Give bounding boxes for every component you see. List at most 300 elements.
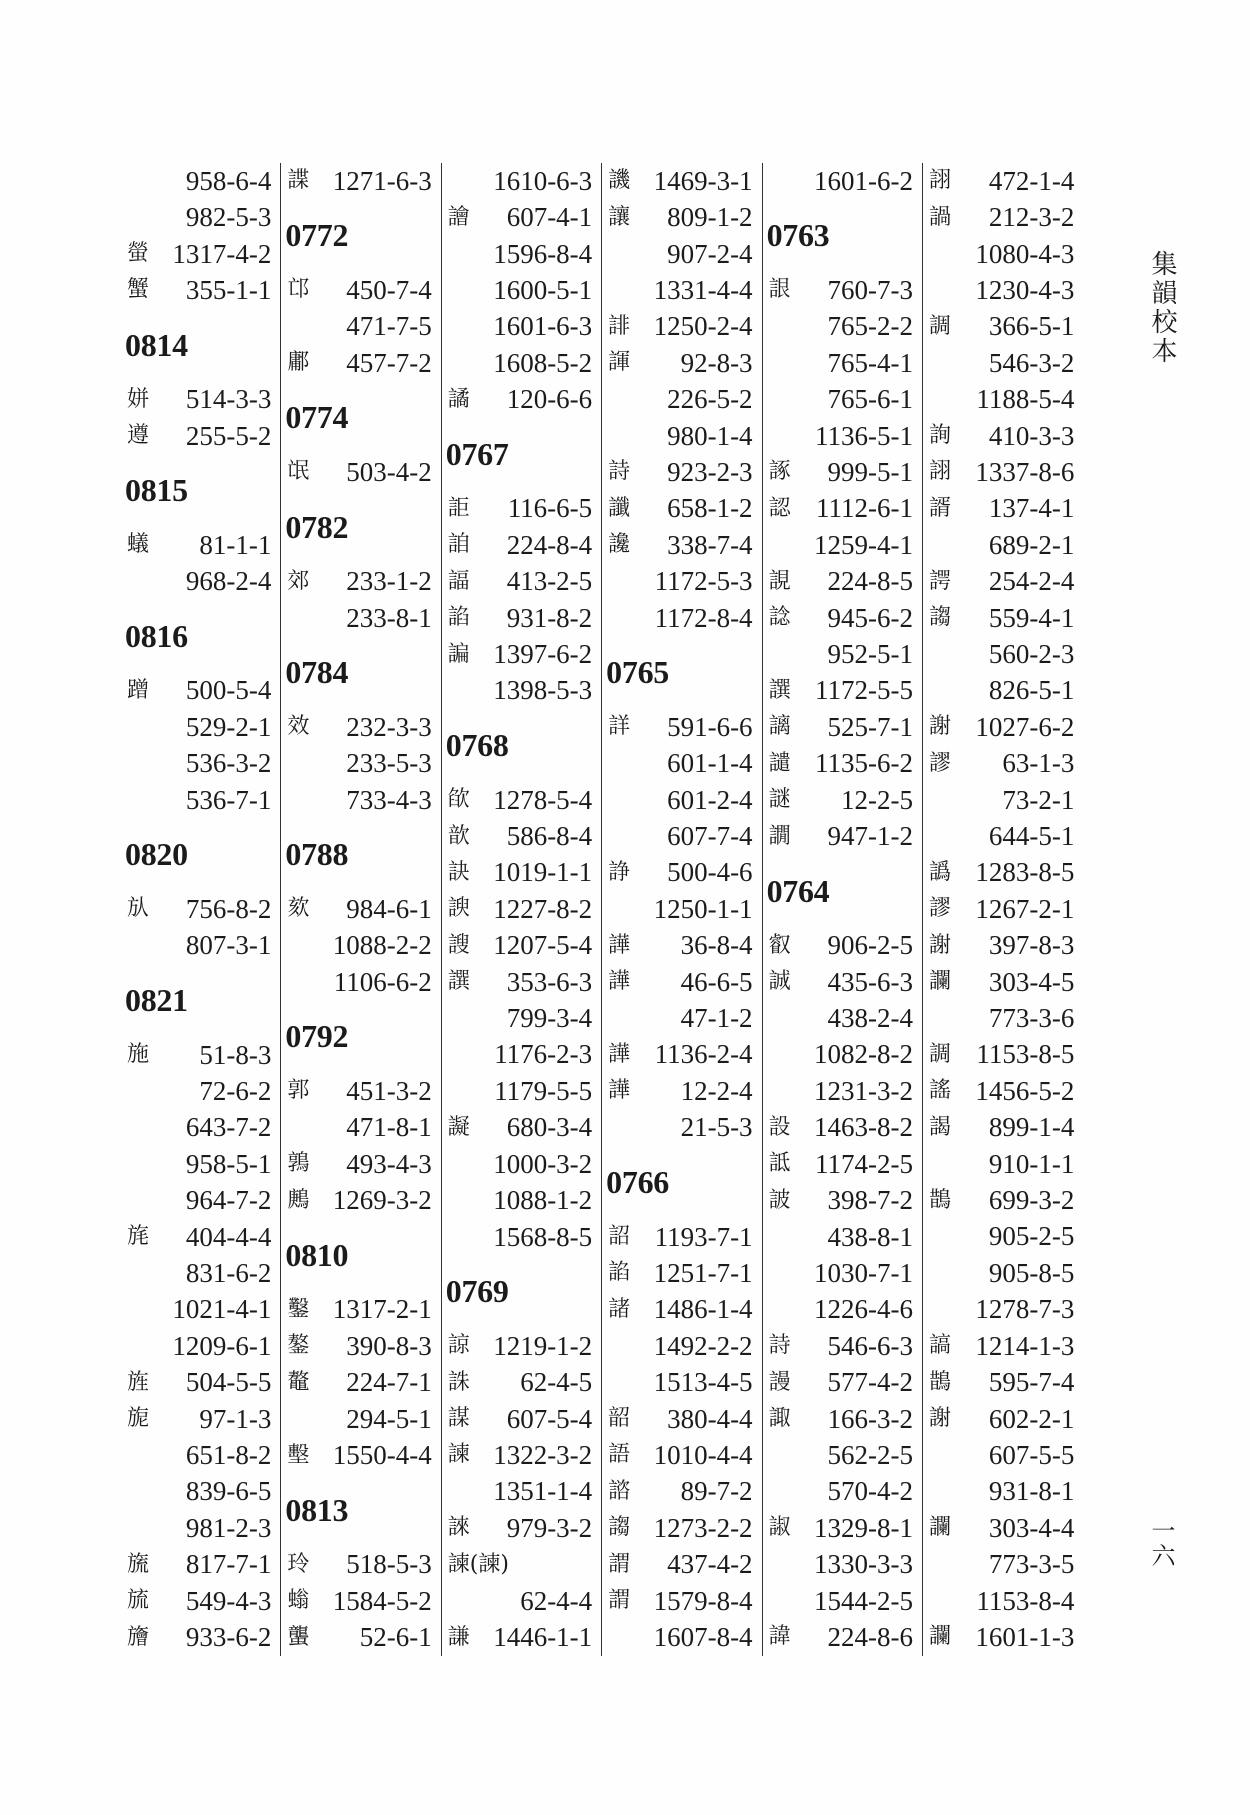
page-reference: 1135-6-2 (814, 748, 913, 779)
index-entry (442, 1037, 601, 1073)
index-entry (923, 1292, 1083, 1328)
index-entry (763, 636, 922, 672)
index-entry (923, 1364, 1083, 1400)
page-reference: 1019-1-1 (493, 857, 593, 888)
head-character: 譁 (608, 969, 631, 995)
index-column-1 (121, 163, 281, 1656)
index-entry (602, 345, 761, 381)
page-reference: 931-8-2 (506, 602, 593, 633)
index-entry (602, 746, 761, 782)
index-entry (442, 491, 601, 527)
index-entry (121, 1474, 280, 1510)
index-entry (602, 1510, 761, 1546)
index-entry (121, 1219, 280, 1255)
page-reference: 1179-5-5 (494, 1075, 593, 1106)
page-reference: 910-1-1 (988, 1148, 1075, 1179)
page-reference: 1010-4-4 (653, 1439, 753, 1470)
head-character: 玲 (287, 1551, 310, 1577)
page-reference: 945-6-2 (827, 602, 913, 633)
page-reference: 839-6-5 (185, 1476, 272, 1507)
head-character: 詯 (447, 532, 470, 558)
index-entry (602, 1292, 761, 1328)
page-reference: 905-8-5 (988, 1257, 1075, 1288)
index-entry (763, 600, 922, 636)
head-character: 詖 (768, 1187, 791, 1213)
page-reference: 984-6-1 (346, 893, 432, 924)
head-character: 誠 (768, 969, 791, 995)
index-entry (602, 1255, 761, 1291)
head-character: 詳 (608, 714, 631, 740)
index-entry (763, 491, 922, 527)
index-entry (763, 1619, 922, 1655)
page-reference: 1550-4-4 (332, 1440, 432, 1471)
page-reference: 525-7-1 (827, 711, 913, 742)
index-entry (602, 1437, 761, 1473)
index-entry (442, 1328, 601, 1364)
index-entry (923, 964, 1083, 1000)
page-reference: 472-1-4 (988, 165, 1075, 196)
page-reference: 1568-8-5 (493, 1221, 593, 1252)
head-character: 設 (768, 1114, 791, 1140)
page-reference: 1219-1-2 (493, 1330, 593, 1361)
index-entry (121, 199, 280, 235)
index-entry (763, 272, 922, 308)
page-reference: 906-2-5 (827, 930, 913, 961)
page-reference: 899-1-4 (988, 1112, 1075, 1143)
page-reference: 560-2-3 (988, 638, 1075, 669)
index-entry (121, 1292, 280, 1328)
page-reference: 450-7-4 (346, 274, 432, 305)
page-reference: 81-1-1 (199, 529, 272, 560)
page-reference: 397-8-3 (988, 930, 1075, 961)
head-character: 叡 (768, 932, 791, 958)
index-entry (763, 928, 922, 964)
page-reference: 1492-2-2 (653, 1330, 753, 1361)
page-reference: 73-2-1 (1002, 784, 1075, 815)
page-reference: 233-8-1 (346, 602, 432, 633)
head-character: 讖 (608, 495, 631, 521)
index-entry (281, 1401, 440, 1437)
page-reference: 1080-4-3 (975, 238, 1075, 269)
head-character: 譮 (447, 204, 470, 230)
page-reference: 1230-4-3 (975, 274, 1075, 305)
index-entry (923, 309, 1083, 345)
head-character: 謁 (928, 1114, 951, 1140)
head-character: 鵲 (928, 1369, 951, 1395)
index-entry (442, 527, 601, 563)
index-entry (763, 345, 922, 381)
page-reference: 1188-5-4 (976, 384, 1075, 415)
page-reference: 1337-8-6 (975, 456, 1075, 487)
index-entry (281, 891, 440, 927)
head-character: 詎 (447, 495, 470, 521)
page-reference: 72-6-2 (199, 1075, 272, 1106)
index-entry (442, 1546, 601, 1582)
page-reference: 46-6-5 (680, 966, 753, 997)
page-reference: 1317-4-2 (172, 238, 272, 269)
page-reference: 1082-8-2 (813, 1039, 913, 1070)
index-entry (281, 964, 440, 1000)
head-character: 㫃 (127, 896, 150, 922)
section-code-heading: 0810 (285, 1236, 349, 1273)
index-entry (442, 1437, 601, 1473)
page-reference: 1088-2-2 (332, 930, 432, 961)
index-entry (763, 1401, 922, 1437)
index-entry (121, 891, 280, 927)
head-character: 遵 (127, 423, 150, 449)
page-reference: 303-4-5 (988, 966, 1075, 997)
head-character: 諂 (447, 605, 470, 631)
section-code-heading: 0820 (125, 836, 188, 873)
head-character: 謀 (447, 1406, 470, 1432)
head-character: 螢 (127, 241, 150, 267)
head-character: 諨 (447, 568, 470, 594)
page-reference: 982-5-3 (185, 202, 272, 233)
index-entry (602, 418, 761, 454)
index-entry (602, 1401, 761, 1437)
head-character: 欬 (287, 896, 310, 922)
page-reference: 233-1-2 (346, 566, 432, 597)
page-reference: 559-4-1 (988, 602, 1075, 633)
page-reference: 457-7-2 (346, 347, 432, 378)
head-character: 謝 (928, 1406, 951, 1432)
page-reference: 1331-4-4 (653, 274, 753, 305)
index-entry (602, 928, 761, 964)
page-reference: 595-7-4 (988, 1367, 1075, 1398)
page-reference: 602-2-1 (988, 1403, 1075, 1434)
page-reference: 765-2-2 (827, 311, 913, 342)
page-reference: 1607-8-4 (653, 1621, 753, 1652)
index-entry (602, 163, 761, 199)
index-column-2 (281, 163, 441, 1656)
head-character: 鼇 (287, 1369, 310, 1395)
page-reference: 435-6-3 (827, 966, 913, 997)
index-entry (121, 928, 280, 964)
page-reference: 591-6-6 (667, 711, 753, 742)
page-reference: 1227-8-2 (493, 893, 593, 924)
page-reference: 964-7-2 (185, 1185, 272, 1216)
page-reference: 1463-8-2 (813, 1112, 913, 1143)
head-character: 譁 (608, 1041, 631, 1067)
page-reference: 518-5-3 (346, 1549, 432, 1580)
page-reference: 607-5-5 (988, 1439, 1075, 1470)
page-reference: 570-4-2 (827, 1476, 913, 1507)
index-entry (121, 782, 280, 818)
index-columns (121, 163, 1083, 1656)
index-entry (763, 782, 922, 818)
index-entry (602, 1037, 761, 1073)
page-reference: 451-3-2 (346, 1075, 432, 1106)
page-reference: 1610-6-3 (493, 165, 593, 196)
page-reference: 212-3-2 (988, 202, 1075, 233)
page-reference: 471-8-1 (346, 1112, 432, 1143)
page-reference: 1172-5-5 (814, 675, 913, 706)
head-character: 讒 (608, 532, 631, 558)
index-entry (923, 1437, 1083, 1473)
index-entry (763, 1328, 922, 1364)
index-entry (121, 1547, 280, 1583)
head-character: 墼 (287, 1442, 310, 1468)
index-entry (763, 1037, 922, 1073)
index-entry (923, 1255, 1083, 1291)
head-character: 譏 (608, 168, 631, 194)
running-title: 集韻校本 (1147, 250, 1177, 366)
page-reference: 438-2-4 (827, 1003, 913, 1034)
index-entry (121, 418, 280, 454)
page-reference: 1544-2-5 (813, 1585, 913, 1616)
head-character: 郭 (287, 1078, 310, 1104)
page-reference: 586-8-4 (506, 821, 593, 852)
page-reference: 601-2-4 (667, 784, 753, 815)
page-reference: 63-1-3 (1002, 748, 1075, 779)
page-reference: 166-3-2 (827, 1403, 913, 1434)
index-entry (763, 673, 922, 709)
head-character: 鵲 (928, 1187, 951, 1213)
page-reference: 980-1-4 (667, 420, 753, 451)
page-reference: 699-3-2 (988, 1185, 1075, 1216)
page-reference: 1176-2-3 (494, 1039, 593, 1070)
head-character: 諤 (928, 568, 951, 594)
head-character: 諢 (608, 350, 631, 376)
index-entry (121, 1619, 280, 1655)
head-character: 讕 (928, 1515, 951, 1541)
head-character: 螉 (287, 1588, 310, 1614)
head-character: 調 (928, 313, 951, 339)
index-entry (121, 1146, 280, 1182)
page-reference: 410-3-3 (988, 420, 1075, 451)
section-code-heading: 0766 (606, 1163, 669, 1200)
page-reference: 226-5-2 (667, 384, 753, 415)
index-entry (763, 563, 922, 599)
head-character: 讕 (928, 969, 951, 995)
page-reference: 120-6-6 (506, 384, 593, 415)
page-reference: 97-1-3 (199, 1403, 272, 1434)
index-entry (923, 491, 1083, 527)
head-character: 譔 (447, 969, 470, 995)
index-entry (121, 564, 280, 600)
page-reference: 826-5-1 (988, 675, 1075, 706)
index-entry (121, 1110, 280, 1146)
head-character: 謅 (928, 605, 951, 631)
head-character: 氓 (287, 459, 310, 485)
head-character: 旒 (127, 1551, 150, 1577)
page-reference: 52-6-1 (359, 1622, 432, 1653)
head-character: 旎 (127, 1406, 150, 1432)
page-reference: 958-5-1 (185, 1148, 272, 1179)
head-character: 謝 (928, 932, 951, 958)
index-entry (602, 1474, 761, 1510)
page-reference: 1251-7-1 (653, 1257, 753, 1288)
head-character: 謙 (447, 1624, 470, 1650)
head-character: 諑 (768, 459, 791, 485)
page-reference: 390-8-3 (346, 1330, 432, 1361)
index-entry (442, 272, 601, 308)
page-reference: 756-8-2 (185, 893, 272, 924)
index-entry (923, 1182, 1083, 1218)
page-reference: 355-1-1 (185, 274, 272, 305)
head-character: 詆 (768, 1151, 791, 1177)
head-character: 譋 (768, 823, 791, 849)
section-code-heading: 0772 (285, 217, 349, 254)
page-reference: 968-2-4 (185, 566, 272, 597)
index-entry (923, 199, 1083, 235)
page-reference: 380-4-4 (667, 1403, 753, 1434)
page-reference: 294-5-1 (346, 1403, 432, 1434)
head-character: 蟹 (127, 277, 150, 303)
head-character: 鑿 (287, 1296, 310, 1322)
index-entry (281, 1146, 440, 1182)
index-entry (602, 1328, 761, 1364)
page-reference: 1214-1-3 (975, 1330, 1075, 1361)
head-character: 譔 (768, 677, 791, 703)
page-reference: 493-4-3 (346, 1148, 432, 1179)
head-character: 蹭 (127, 677, 150, 703)
section-code-heading: 0774 (285, 399, 349, 436)
index-entry (442, 1474, 601, 1510)
head-character: 蠪 (287, 1624, 310, 1650)
index-entry (121, 527, 280, 563)
index-entry (121, 1328, 280, 1364)
page-reference: 1136-5-1 (814, 420, 913, 451)
section-code-heading: 0768 (445, 727, 509, 764)
page-reference: 817-7-1 (185, 1549, 272, 1580)
index-entry (763, 1546, 922, 1582)
page-reference: 1250-2-4 (653, 311, 753, 342)
head-character: 謏 (447, 932, 470, 958)
head-character: 讓 (608, 204, 631, 230)
index-entry (923, 418, 1083, 454)
head-character: 調 (928, 1041, 951, 1067)
page-reference: 562-2-5 (827, 1439, 913, 1470)
section-code-heading: 0792 (285, 1018, 349, 1055)
head-character: 諱 (768, 1624, 791, 1650)
page-reference: 92-8-3 (680, 347, 753, 378)
page-reference: 546-3-2 (988, 347, 1075, 378)
index-entry (281, 1182, 440, 1218)
page-reference: 529-2-1 (185, 711, 272, 742)
index-entry (281, 1328, 440, 1364)
index-entry (923, 782, 1083, 818)
index-entry (442, 309, 601, 345)
index-entry (602, 818, 761, 854)
index-entry (763, 1110, 922, 1146)
index-entry (442, 782, 601, 818)
index-entry (602, 199, 761, 235)
index-entry (763, 1292, 922, 1328)
head-character: 譁 (608, 1078, 631, 1104)
page-reference: 765-4-1 (827, 347, 913, 378)
index-entry (602, 1583, 761, 1619)
index-entry (602, 1546, 761, 1582)
page-reference: 1271-6-3 (332, 165, 432, 196)
page-reference: 1601-6-2 (813, 165, 913, 196)
head-character: 蟻 (127, 532, 150, 558)
head-character: 謂 (608, 1551, 631, 1577)
page-reference: 1278-7-3 (975, 1294, 1075, 1325)
page-reference: 947-1-2 (827, 821, 913, 852)
page-reference: 1330-3-3 (813, 1549, 913, 1580)
index-entry (763, 964, 922, 1000)
page-reference: 1172-8-4 (654, 602, 753, 633)
page-reference: 338-7-4 (667, 529, 753, 560)
index-entry (763, 381, 922, 417)
index-entry (121, 236, 280, 272)
page-reference: 1250-1-1 (653, 893, 753, 924)
index-entry (121, 1255, 280, 1291)
page-reference: 1226-4-6 (813, 1294, 913, 1325)
page-reference: 1351-1-4 (493, 1476, 593, 1507)
index-entry (442, 1073, 601, 1109)
index-entry (923, 527, 1083, 563)
head-character: 謂 (608, 1588, 631, 1614)
index-entry (763, 1219, 922, 1255)
page-reference: 773-3-5 (988, 1549, 1075, 1580)
head-character: 譺 (447, 1114, 470, 1140)
page-reference: 1088-1-2 (493, 1185, 593, 1216)
index-entry (442, 964, 601, 1000)
index-entry (281, 1619, 440, 1655)
index-entry (442, 818, 601, 854)
index-entry (923, 1474, 1083, 1510)
page-reference: 680-3-4 (506, 1112, 593, 1143)
index-entry (763, 418, 922, 454)
page-reference: 1267-2-1 (975, 893, 1075, 924)
index-entry (602, 309, 761, 345)
page-reference: 644-5-1 (988, 821, 1075, 852)
index-entry (121, 746, 280, 782)
page-reference: 404-4-4 (185, 1221, 272, 1252)
index-entry (923, 818, 1083, 854)
page-reference: 643-7-2 (185, 1112, 272, 1143)
section-code-heading: 0782 (285, 508, 349, 545)
index-column-3 (442, 163, 602, 1656)
page-reference: 907-2-4 (667, 238, 753, 269)
index-entry (602, 1364, 761, 1400)
page-reference: 799-3-4 (506, 1003, 593, 1034)
page-reference: 1486-1-4 (653, 1294, 753, 1325)
section-code-heading: 0821 (125, 982, 188, 1018)
page-reference: 923-2-3 (667, 456, 753, 487)
head-character: 旝 (127, 1624, 150, 1650)
index-entry (923, 1546, 1083, 1582)
page-reference: 224-8-5 (827, 566, 913, 597)
index-entry (923, 1583, 1083, 1619)
index-entry (923, 1328, 1083, 1364)
head-character: 認 (768, 495, 791, 521)
index-entry (763, 1510, 922, 1546)
index-entry (121, 673, 280, 709)
page-reference: 62-4-4 (520, 1585, 593, 1616)
index-entry (602, 600, 761, 636)
index-entry (602, 1219, 761, 1255)
page-reference: 905-2-5 (988, 1221, 1075, 1252)
index-entry (923, 272, 1083, 308)
index-entry (442, 163, 601, 199)
page-reference: 536-7-1 (185, 784, 272, 815)
head-character: 謞 (928, 1333, 951, 1359)
head-character: 謝 (928, 714, 951, 740)
page-reference: 689-2-1 (988, 529, 1075, 560)
page-reference: 1397-6-2 (493, 639, 593, 669)
page-reference: 12-2-5 (840, 784, 913, 815)
page-reference: 1596-8-4 (493, 238, 593, 269)
head-character: 詢 (928, 423, 951, 449)
page-reference: 1207-5-4 (493, 930, 593, 961)
page-reference: 413-2-5 (506, 566, 593, 597)
page-reference: 137-4-1 (988, 493, 1075, 524)
head-character: 誺 (447, 1515, 470, 1541)
page-reference: 807-3-1 (185, 930, 272, 961)
